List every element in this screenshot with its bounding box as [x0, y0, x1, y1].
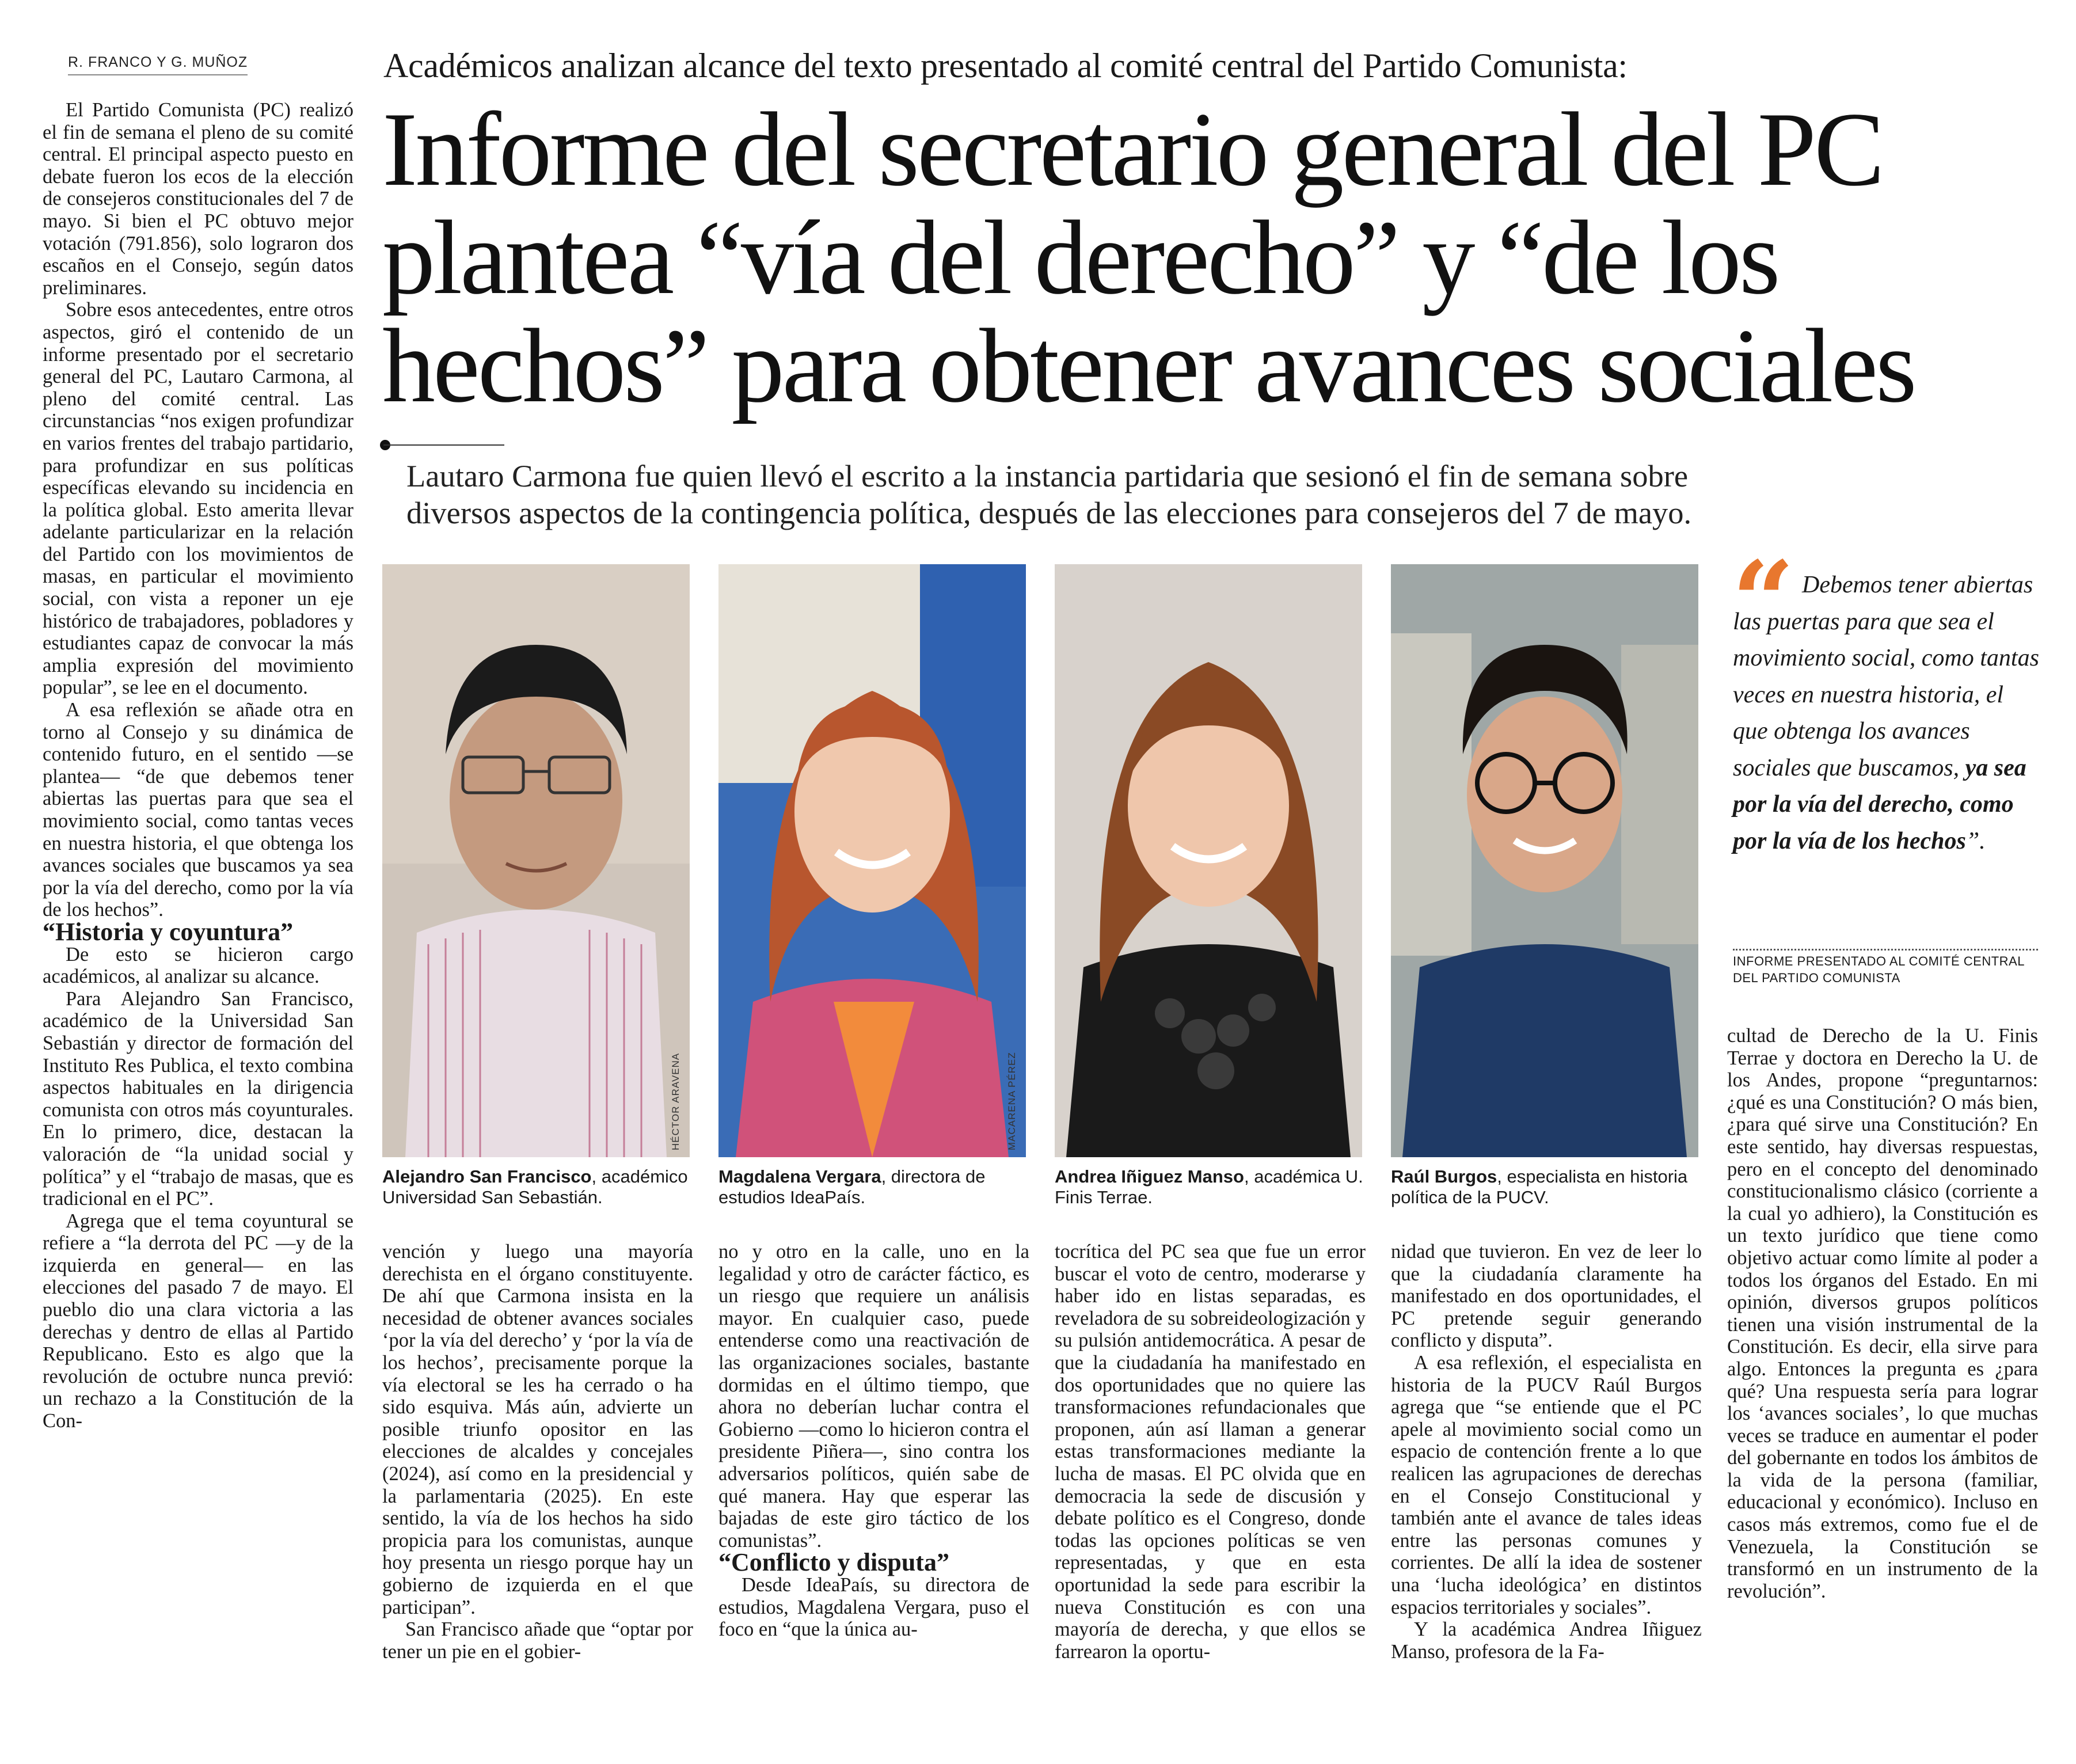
caption-alejandro: [382, 1166, 693, 1208]
headline-line-3: hechos” para obtener avances sociales: [382, 307, 1915, 424]
subhead-historia: “Historia y coyuntura”: [43, 917, 294, 946]
photo-raul-burgos: [1391, 564, 1698, 1157]
portrait-image: [382, 564, 690, 1157]
quote-text: Debemos tener abiertas las puertas para que sea el movimiento social, como tantas veces en nuestra historia, el que obtenga los avances sociales que buscamos,: [1733, 572, 2039, 781]
dek-line-2: diversos aspectos de la contingencia política, después de las elecciones para consejeros del 7 de mayo.: [406, 495, 1692, 530]
article-column-5: [1391, 1241, 1702, 1663]
quote-mark-icon: “: [1732, 537, 1795, 666]
caption-name: Alejandro San Francisco: [382, 1166, 592, 1187]
subhead-conflicto: “Conflicto y disputa”: [718, 1548, 949, 1577]
paragraph: A esa reflexión se añade otra en torno al Consejo y su dinámica de contenido futuro, en el sentido —se plantea— “de que debemos tener abiertas las puertas para que sea el movimiento social, como tantas veces en nuestra historia, el que obtenga los avances sociales que buscamos ya sea por la vía del derecho, como por la vía de los hechos”.: [43, 699, 353, 921]
paragraph: Desde IdeaPaís, su directora de estudios, Magdalena Vergara, puso el foco en “que la única au-: [718, 1573, 1029, 1641]
dek-line-1: Lautaro Carmona fue quien llevó el escrito a la instancia partidaria que sesionó el fin de semana sobre: [406, 458, 1689, 493]
photo-alejandro-san-francisco: [382, 564, 690, 1157]
article-column-2: [382, 1241, 693, 1663]
paragraph: El Partido Comunista (PC) realizó el fin de semana el pleno de su comité central. El principal aspecto puesto en debate fueron los ecos de la elección de consejeros constitucionales del 7 de mayo. Si bien el PC obtuvo mejor votación (791.856), solo lograron dos escaños en el Consejo, según datos preliminares.: [43, 99, 353, 299]
paragraph: Y la académica Andrea Iñiguez Manso, profesora de la Fa-: [1391, 1618, 1702, 1663]
paragraph: vención y luego una mayoría derechista en el órgano constituyente. De ahí que Carmona insista en la necesidad de obtener avances sociales ‘por la vía del derecho’ y ‘por la vía de los hechos’, precisamente porque la vía electoral se les ha cerrado o ha sido esquiva. Más aún, advierte un posible triunfo opositor en las elecciones de alcaldes y concejales (2024), así como en la presidencial y la parlamentaria (2025). En este sentido, la vía de los hechos ha sido propicia para los comunistas, aunque hoy presenta un riesgo porque hay un gobierno de izquierda en el que participan”.: [382, 1241, 693, 1618]
article-column-4: [1055, 1241, 1366, 1663]
paragraph: no y otro en la calle, uno en la legalidad y otro de carácter fáctico, es un riesgo que requiere un análisis mayor. En cualquier caso, puede entenderse como una reactivación de las organizaciones sociales, bastante dormidas en el último tiempo, que ahora no deberían luchar contra el Gobierno —como lo hicieron contra el presidente Piñera—, sino contra los adversarios políticos, quién sabe de qué manera. Hay que esperar las bajadas de este giro táctico de los comunistas”.: [718, 1241, 1029, 1552]
kicker: Académicos analizan alcance del texto presentado al comité central del Partido Comunista:: [383, 47, 1628, 85]
headline-rule: [383, 444, 504, 446]
article-column-3: [718, 1241, 1029, 1641]
photo-andrea-iniguez-manso: [1055, 564, 1362, 1157]
paragraph: De esto se hicieron cargo académicos, al analizar su alcance.: [43, 943, 353, 988]
caption-name: Raúl Burgos: [1391, 1166, 1497, 1187]
pull-quote: [1733, 567, 2044, 860]
paragraph: Sobre esos antecedentes, entre otros aspectos, giró el contenido de un informe presentado por el secretario general del PC, Lautaro Carmona, al pleno del comité central. Las circunstancias “nos exigen profundizar en varios frentes del trabajo partidario, para profundizar en sus políticas específicas elevando su incidencia en la política global. Esto amerita llevar adelante particularizar en la relación del Partido con los movimientos de masas, en particular el movimiento social, con vista a reponer un eje histórico de trabajadores, pobladores y estudiantes capaz de convocar la más amplia expresión del movimiento popular”, se lee en el documento.: [43, 299, 353, 699]
byline: R. FRANCO Y G. MUÑOZ: [68, 54, 248, 75]
paragraph: nidad que tuvieron. En vez de leer lo que la ciudadanía claramente ha manifestado en dos oportunidades, el PC pretende seguir generando conflicto y disputa”.: [1391, 1241, 1702, 1352]
caption-description: , académica U. Finis Terrae.: [1055, 1166, 1363, 1207]
caption-andrea: [1055, 1166, 1366, 1208]
caption-magdalena: [718, 1166, 1029, 1208]
photo-credit: HÉCTOR ARAVENA: [670, 1052, 681, 1150]
paragraph: A esa reflexión, el especialista en historia de la PUCV Raúl Burgos agrega que “se entiende que el PC apele al movimiento social como un espacio de contención frente a lo que realicen las agrupaciones de derechas en el Consejo Constitucional y también ante el avance de tales ideas entre las personas comunes y corrientes. De allí la idea de sostener una ‘lucha ideológica’ en distintos espacios territoriales y sociales”.: [1391, 1351, 1702, 1618]
article-column-1: [43, 99, 353, 1432]
caption-description: , directora de estudios IdeaPaís.: [718, 1166, 986, 1207]
caption-description: , académico Universidad San Sebastián.: [382, 1166, 688, 1207]
caption-raul: [1391, 1166, 1690, 1208]
quote-end: ”.: [1965, 827, 1986, 854]
paragraph: Para Alejandro San Francisco, académico de la Universidad San Sebastián y director de formación del Instituto Res Publica, el texto combina aspectos habituales en la dirigencia comunista con otros más coyunturales. En lo primero, dice, destacan la valoración de “la unidad social y política” y el “trabajo de masas, que es tradicional en el PC”.: [43, 987, 353, 1210]
caption-name: Magdalena Vergara: [718, 1166, 881, 1187]
caption-name: Andrea Iñiguez Manso: [1055, 1166, 1244, 1187]
portrait-image: [1391, 564, 1698, 1157]
dek: [406, 458, 1949, 531]
quote-text-bold: ya sea por la vía del derecho, como por la vía de los hechos: [1733, 754, 2026, 854]
portrait-image: [1055, 564, 1362, 1157]
headline-line-2: plantea “vía del derecho” y “de los: [382, 199, 1778, 316]
headline: [382, 90, 2052, 424]
paragraph: cultad de Derecho de la U. Finis Terrae y doctora en Derecho la U. de los Andes, propone “preguntarnos: ¿qué es una Constitución? O más bien, ¿para qué sirve una Constitución? En este sentido, hay diversas respuestas, pero en el concepto del denominado constitucionalismo clásico (corriente a la cual yo adhiero), la Constitución es un texto jurídico que tiene como objetivo actuar como límite al poder a todos los órganos del Estado. En mi opinión, diversos grupos políticos tienen una visión instrumental de la Constitución. Es decir, ella sirve para algo. Entonces la pregunta es ¿para qué? Una respuesta sería para lograr los ‘avances sociales’, lo que muchas veces se traduce en aumentar el poder del gobernante en todos los ámbitos de la vida de la persona (familiar, educacional y económico). Incluso en casos más extremos, como fue el de Venezuela, la Constitución se transformó en un instrumento de la revolución”.: [1727, 1025, 2038, 1602]
paragraph: tocrítica del PC sea que fue un error buscar el voto de centro, moderarse y haber ido en listas separadas, es reveladora de su sobreideologización y su pulsión antidemocrática. A pesar de que la ciudadanía ha manifestado en dos oportunidades que no quiere las transformaciones refundacionales que proponen, aún así llaman a generar estas transformaciones mediante la lucha de masas. El PC olvida que en democracia la sede de discusión y debate político es el Congreso, donde todas las opciones políticas se ven representadas, y que en esta oportunidad la sede para escribir la nueva Constitución es con una mayoría de derecha, y que ellos se farrearon la oportu-: [1055, 1241, 1366, 1663]
caption-description: , especialista en historia política de la PUCV.: [1391, 1166, 1688, 1207]
paragraph: Agrega que el tema coyuntural se refiere a “la derrota del PC —y de la izquierda en general— en las elecciones del pasado 7 de mayo. El pueblo dio una clara victoria a las derechas y dentro de ellas al Partido Republicano. Esto es algo que la revolución de octubre nunca previó: un rechazo a la Constitución de la Con-: [43, 1210, 353, 1432]
photo-credit: MACARENA PÉREZ: [1006, 1052, 1017, 1150]
headline-line-1: Informe del secretario general del PC: [382, 90, 1883, 208]
article-column-6: [1727, 1025, 2038, 1602]
quote-source: INFORME PRESENTADO AL COMITÉ CENTRAL DEL PARTIDO COMUNISTA: [1733, 949, 2038, 986]
paragraph: San Francisco añade que “optar por tener un pie en el gobier-: [382, 1618, 693, 1663]
portrait-image: [718, 564, 1026, 1157]
photo-magdalena-vergara: [718, 564, 1026, 1157]
